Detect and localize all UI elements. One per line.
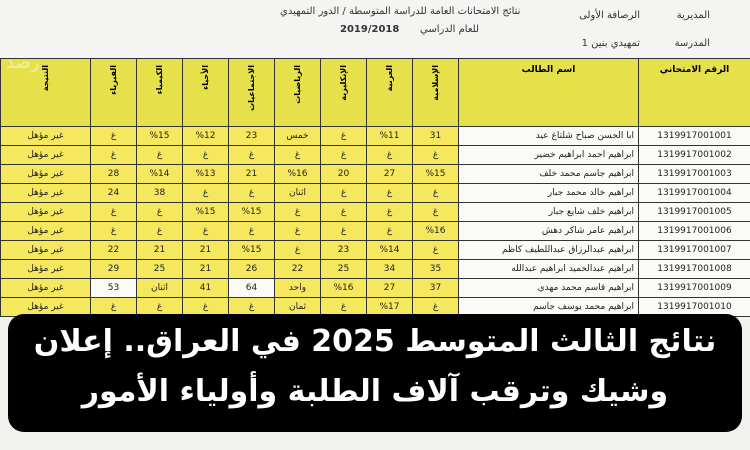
cell-grade: غ: [229, 184, 275, 203]
header-subject: الفيزياء: [91, 59, 137, 127]
cell-grade: 20: [321, 165, 367, 184]
cell-grade: 34: [367, 260, 413, 279]
table-row: [1, 203, 750, 222]
cell-student-name: ابراهيم قاسم محمد مهدي: [459, 279, 639, 298]
cell-grade: %14: [367, 241, 413, 260]
cell-grade: 25: [321, 260, 367, 279]
header-subject: الاجتماعيات: [229, 59, 275, 127]
cell-grade: غ: [413, 241, 459, 260]
cell-grade: غ: [275, 241, 321, 260]
cell-exam-id: 1319917001004: [639, 184, 750, 203]
cell-grade: ثمان: [275, 298, 321, 317]
cell-grade: غ: [91, 298, 137, 317]
cell-grade: 21: [183, 260, 229, 279]
cell-grade: خمس: [275, 127, 321, 146]
cell-grade: 25: [137, 260, 183, 279]
results-table: [0, 58, 750, 317]
cell-grade: %15: [229, 241, 275, 260]
cell-exam-id: 1319917001006: [639, 222, 750, 241]
header-student-name: اسم الطالب: [459, 59, 639, 127]
cell-grade: 22: [91, 241, 137, 260]
cell-grade: اثنان: [275, 184, 321, 203]
cell-grade: 31: [413, 127, 459, 146]
cell-student-name: ابا الحسن صباح شلتاغ عيد: [459, 127, 639, 146]
table-header-row: [1, 59, 750, 127]
cell-student-name: ابراهيم محمد يوسف جاسم: [459, 298, 639, 317]
document-title: نتائج الامتحانات العامة للدراسة المتوسطة / الدور التمهيدي: [280, 6, 521, 17]
school-label: المدرسة: [674, 38, 710, 49]
cell-exam-id: 1319917001002: [639, 146, 750, 165]
cell-grade: غ: [413, 184, 459, 203]
cell-result: غير مؤهل: [1, 222, 91, 241]
cell-grade: 41: [183, 279, 229, 298]
document-header: [0, 0, 750, 58]
cell-grade: غ: [183, 222, 229, 241]
cell-exam-id: 1319917001007: [639, 241, 750, 260]
cell-exam-id: 1319917001001: [639, 127, 750, 146]
cell-grade: غ: [137, 222, 183, 241]
cell-grade: غ: [229, 298, 275, 317]
cell-grade: غ: [367, 203, 413, 222]
cell-exam-id: 1319917001009: [639, 279, 750, 298]
cell-result: غير مؤهل: [1, 260, 91, 279]
cell-grade: %15: [229, 203, 275, 222]
cell-result: غير مؤهل: [1, 279, 91, 298]
cell-exam-id: 1319917001003: [639, 165, 750, 184]
cell-grade: غ: [183, 146, 229, 165]
cell-result: غير مؤهل: [1, 127, 91, 146]
cell-grade: غ: [321, 184, 367, 203]
header-subject: الإسلامية: [413, 59, 459, 127]
header-exam-id: الرقم الامتحاني: [639, 59, 750, 127]
cell-grade: غ: [137, 203, 183, 222]
cell-grade: اثنان: [137, 279, 183, 298]
cell-grade: غ: [275, 146, 321, 165]
cell-grade: 21: [137, 241, 183, 260]
cell-exam-id: 1319917001005: [639, 203, 750, 222]
table-row: [1, 127, 750, 146]
cell-grade: غ: [367, 146, 413, 165]
cell-grade: غ: [321, 203, 367, 222]
cell-grade: %12: [183, 127, 229, 146]
cell-exam-id: 1319917001010: [639, 298, 750, 317]
header-subject: العربية: [367, 59, 413, 127]
cell-grade: %15: [137, 127, 183, 146]
cell-student-name: ابراهيم عبدالرزاق عبداللطيف كاظم: [459, 241, 639, 260]
watermark: رصد: [6, 52, 40, 73]
cell-grade: %11: [367, 127, 413, 146]
header-subject: الرياضيات: [275, 59, 321, 127]
cell-grade: غ: [413, 146, 459, 165]
cell-student-name: ابراهيم جاسم محمد خلف: [459, 165, 639, 184]
cell-grade: 23: [321, 241, 367, 260]
cell-grade: 28: [91, 165, 137, 184]
table-row: [1, 146, 750, 165]
cell-grade: غ: [91, 146, 137, 165]
cell-result: غير مؤهل: [1, 165, 91, 184]
cell-grade: %16: [275, 165, 321, 184]
cell-student-name: ابراهيم خلف شايع جبار: [459, 203, 639, 222]
directorate-label: المديرية: [676, 10, 710, 21]
cell-grade: 38: [137, 184, 183, 203]
cell-grade: 37: [413, 279, 459, 298]
cell-result: غير مؤهل: [1, 146, 91, 165]
cell-grade: 35: [413, 260, 459, 279]
cell-exam-id: 1319917001008: [639, 260, 750, 279]
cell-grade: غ: [91, 127, 137, 146]
cell-student-name: ابراهيم خالد محمد جبار: [459, 184, 639, 203]
cell-grade: غ: [321, 146, 367, 165]
cell-grade: غ: [229, 146, 275, 165]
cell-grade: واحد: [275, 279, 321, 298]
cell-grade: 27: [367, 165, 413, 184]
header-subject: الإنكليزية: [321, 59, 367, 127]
cell-grade: غ: [229, 222, 275, 241]
cell-result: غير مؤهل: [1, 184, 91, 203]
cell-grade: غ: [321, 127, 367, 146]
table-row: [1, 165, 750, 184]
cell-grade: غ: [413, 298, 459, 317]
cell-grade: 24: [91, 184, 137, 203]
header-subject: الكيمياء: [137, 59, 183, 127]
school-value: تمهيدي بنين 1: [581, 38, 640, 49]
cell-grade: 64: [229, 279, 275, 298]
cell-grade: 22: [275, 260, 321, 279]
year-value: 2019/2018: [340, 24, 400, 35]
cell-grade: %15: [183, 203, 229, 222]
results-table-wrap: [0, 58, 750, 317]
cell-grade: 23: [229, 127, 275, 146]
cell-result: غير مؤهل: [1, 203, 91, 222]
year-label: للعام الدراسي: [420, 24, 479, 35]
cell-grade: غ: [183, 184, 229, 203]
cell-grade: %15: [413, 165, 459, 184]
cell-grade: %13: [183, 165, 229, 184]
cell-grade: غ: [137, 298, 183, 317]
cell-grade: 26: [229, 260, 275, 279]
cell-student-name: ابراهيم احمد ابراهيم خضير: [459, 146, 639, 165]
headline-line-2: وشيك وترقب آلاف الطلبة وأولياء الأمور: [81, 374, 669, 409]
table-row: [1, 184, 750, 203]
cell-grade: غ: [275, 203, 321, 222]
header-subject: النتيجة: [1, 59, 91, 127]
cell-grade: 27: [367, 279, 413, 298]
headline-banner: [8, 314, 742, 432]
cell-result: غير مؤهل: [1, 298, 91, 317]
headline-line-1: نتائج الثالث المتوسط 2025 في العراق.. إعلان: [33, 324, 717, 359]
cell-grade: غ: [367, 222, 413, 241]
cell-grade: غ: [183, 298, 229, 317]
cell-grade: %16: [413, 222, 459, 241]
cell-grade: غ: [321, 222, 367, 241]
cell-student-name: ابراهيم عامر شاكر دهش: [459, 222, 639, 241]
table-row: [1, 279, 750, 298]
table-row: [1, 222, 750, 241]
cell-grade: %17: [367, 298, 413, 317]
cell-grade: غ: [91, 203, 137, 222]
cell-result: غير مؤهل: [1, 241, 91, 260]
cell-grade: %14: [137, 165, 183, 184]
directorate-value: الرصافة الأولى: [579, 10, 640, 21]
cell-grade: غ: [91, 222, 137, 241]
table-row: [1, 241, 750, 260]
cell-grade: 53: [91, 279, 137, 298]
cell-grade: غ: [413, 203, 459, 222]
cell-grade: غ: [275, 222, 321, 241]
table-row: [1, 260, 750, 279]
cell-grade: %16: [321, 279, 367, 298]
cell-grade: 21: [229, 165, 275, 184]
cell-grade: غ: [137, 146, 183, 165]
cell-student-name: ابراهيم عبدالحميد ابراهيم عبدالله: [459, 260, 639, 279]
cell-grade: غ: [367, 184, 413, 203]
cell-grade: 29: [91, 260, 137, 279]
cell-grade: 21: [183, 241, 229, 260]
cell-grade: غ: [321, 298, 367, 317]
header-subject: الأحياء: [183, 59, 229, 127]
